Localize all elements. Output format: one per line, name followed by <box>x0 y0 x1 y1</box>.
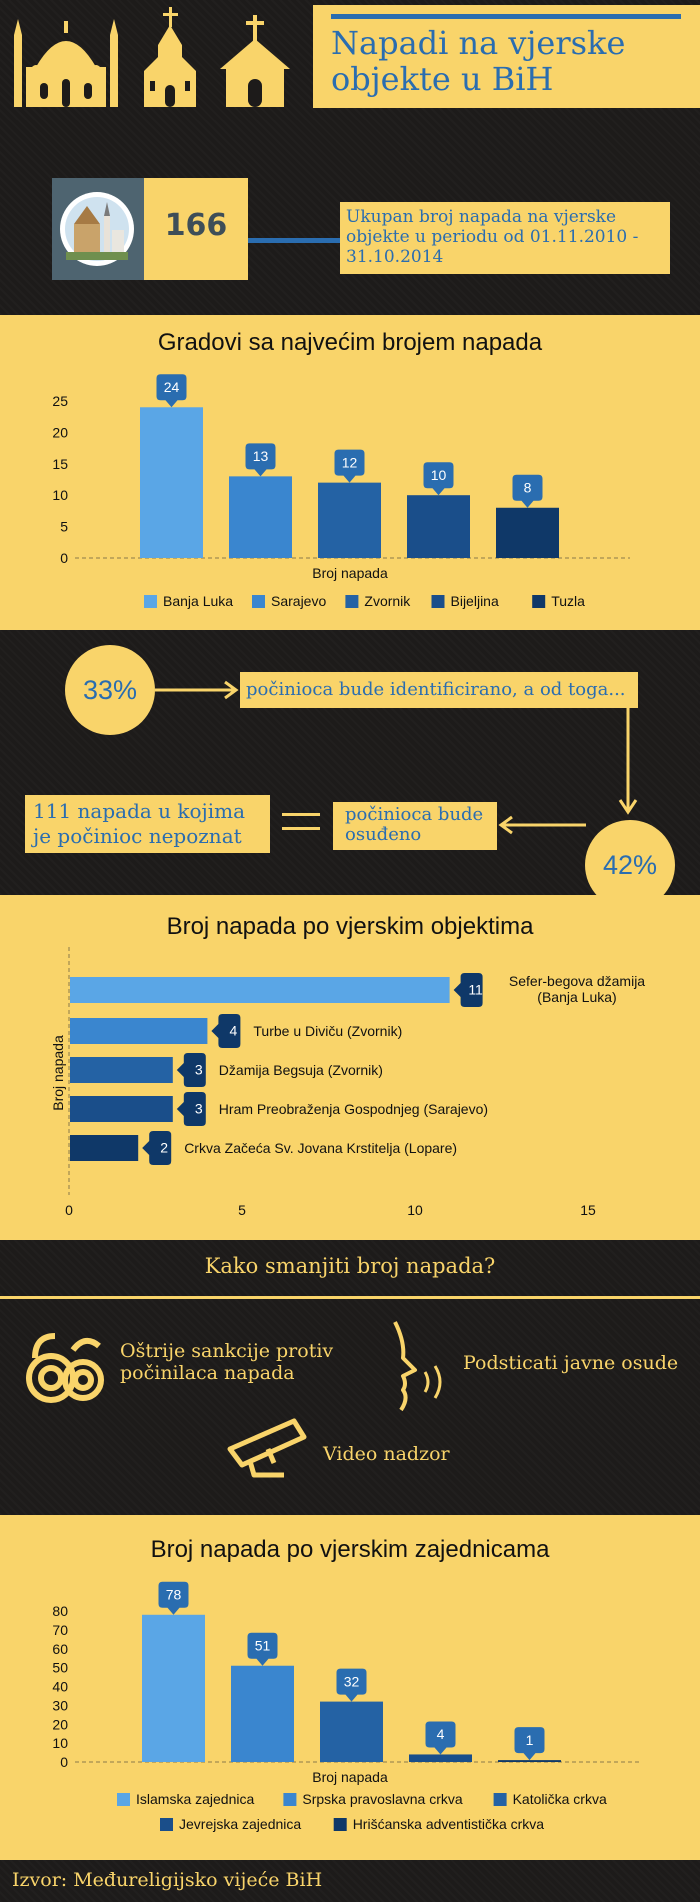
hbar-4 <box>70 1096 173 1122</box>
chart-objects <box>0 895 700 1240</box>
measures-section <box>0 1240 700 1515</box>
hbar-3 <box>70 1057 173 1083</box>
header-icons <box>10 5 310 115</box>
chart-objects-section <box>0 895 700 1240</box>
photo-box <box>52 178 144 280</box>
source-section <box>0 1860 700 1902</box>
bar-5-label: 1 <box>525 1731 534 1748</box>
y-tick-label: 50 <box>52 1659 68 1676</box>
page-title <box>331 25 625 97</box>
header-section <box>0 0 700 120</box>
chart-cities <box>0 315 700 630</box>
hbar-2-label: 4 <box>229 1022 238 1039</box>
total-section <box>0 120 700 315</box>
chart-communities-section <box>0 1515 700 1860</box>
x-tick-label: 5 <box>238 1202 246 1218</box>
bar-1 <box>140 407 203 558</box>
bar-2 <box>231 1666 294 1762</box>
hbar-3-label: 3 <box>194 1061 203 1078</box>
pct1-value: 33% <box>82 675 138 705</box>
category-label-3: Džamija Begsuja (Zvornik) <box>218 1062 383 1078</box>
legend-label-5: Tuzla <box>551 593 585 609</box>
hbar-2 <box>70 1018 207 1044</box>
measure-item2: Podsticati javne osude <box>463 1352 679 1374</box>
hbar-5 <box>70 1135 138 1161</box>
category-label-1-b: (Banja Luka) <box>537 989 617 1005</box>
chart2-title: Broj napada po vjerskim objektima <box>166 913 534 940</box>
x-tick-label: 10 <box>407 1202 423 1218</box>
measures-divider <box>0 1296 700 1299</box>
pct2-value: 42% <box>602 850 658 880</box>
y-tick-label: 10 <box>52 487 68 504</box>
total-text: Ukupan broj napada na vjerske objekte u periodu od 01.11.2010 - 31.10.2014 <box>346 207 639 267</box>
y-tick-label: 70 <box>52 1621 68 1638</box>
bar-5 <box>498 1760 561 1762</box>
category-label-1: Sefer-begova džamija <box>508 973 646 989</box>
arrow-right-icon <box>155 680 240 700</box>
chart1-title: Gradovi sa najvećim brojem napada <box>157 329 543 356</box>
chart-communities <box>0 1515 700 1860</box>
measure-item1: Oštrije sankcije protiv počinilaca napada <box>120 1340 334 1384</box>
x-axis-label: Broj napada <box>312 565 388 581</box>
category-label-4: Hram Preobraženja Gospodnjeg (Sarajevo) <box>218 1101 489 1117</box>
legend-swatch-5 <box>334 1818 347 1831</box>
x-tick-label: 0 <box>65 1202 73 1218</box>
y-tick-label: 20 <box>52 1716 68 1733</box>
flow-text1: počinioca bude identificirano, a od toga... <box>246 679 626 700</box>
speaking-face-icon <box>385 1318 465 1413</box>
bar-5 <box>496 508 559 558</box>
legend-swatch-2 <box>283 1793 296 1806</box>
legend-swatch-1 <box>117 1793 130 1806</box>
legend-swatch-3 <box>345 595 358 608</box>
y-tick-label: 80 <box>52 1603 68 1619</box>
title-rule <box>331 14 681 19</box>
arrow-down-icon <box>616 708 640 816</box>
bar-3 <box>318 483 381 558</box>
text2-box <box>333 802 497 850</box>
legend-swatch-2 <box>252 595 265 608</box>
legend-label-1: Islamska zajednica <box>136 1791 255 1807</box>
y-tick-label: 0 <box>60 550 68 566</box>
legend-label-4: Bijeljina <box>450 593 499 609</box>
y-tick-label: 25 <box>52 393 68 409</box>
bar-4-label: 4 <box>436 1726 445 1743</box>
legend-label-3: Zvornik <box>364 593 411 609</box>
camera-icon <box>220 1415 308 1485</box>
flow-unknown: 111 napada u kojima je počinioc nepoznat <box>33 799 246 848</box>
legend-label-2: Srpska pravoslavna crkva <box>302 1791 463 1807</box>
total-connector <box>248 238 340 243</box>
y-tick-label: 10 <box>52 1735 68 1752</box>
y-tick-label: 15 <box>52 455 68 472</box>
flow-text2: počinioca bude osuđeno <box>345 804 484 845</box>
y-tick-label: 30 <box>52 1697 68 1714</box>
y-tick-label: 5 <box>60 518 68 535</box>
measures-title: Kako smanjiti broj napada? <box>204 1254 496 1278</box>
hbar-4-label: 3 <box>194 1100 203 1117</box>
legend-swatch-1 <box>144 595 157 608</box>
total-number: 166 <box>164 208 228 243</box>
legend-swatch-4 <box>160 1818 173 1831</box>
legend-swatch-3 <box>494 1793 507 1806</box>
arrow-left-icon <box>496 815 586 835</box>
bar-4-label: 10 <box>430 466 447 483</box>
unknown-box <box>25 795 270 853</box>
bar-4 <box>409 1754 472 1762</box>
x-axis-label: Broj napada <box>312 1769 388 1785</box>
y-tick-label: 40 <box>52 1678 68 1695</box>
bar-3-label: 12 <box>341 454 358 471</box>
y-axis-label: Broj napada <box>50 1035 66 1111</box>
bar-2 <box>229 476 292 558</box>
bar-3-label: 32 <box>343 1673 360 1690</box>
bar-1 <box>142 1615 205 1762</box>
legend-swatch-5 <box>532 595 545 608</box>
x-tick-label: 15 <box>580 1202 596 1218</box>
bar-5-label: 8 <box>523 479 532 496</box>
total-text-box <box>340 202 670 274</box>
legend-label-1: Banja Luka <box>163 593 234 609</box>
title-line-2: objekte u BiH <box>331 60 554 98</box>
legend-label-4: Jevrejska zajednica <box>179 1816 302 1832</box>
legend-label-5: Hrišćanska adventistička crkva <box>352 1816 545 1832</box>
y-tick-label: 20 <box>52 424 68 441</box>
chart3-title: Broj napada po vjerskim zajednicama <box>150 1536 550 1563</box>
flow-section <box>0 630 700 895</box>
text1-box <box>240 672 638 708</box>
source-text: Izvor: Međureligijsko vijeće BiH <box>12 1869 323 1891</box>
bar-2-label: 13 <box>252 448 269 465</box>
hbar-1 <box>70 977 450 1003</box>
hbar-1-label: 11 <box>468 981 483 998</box>
bar-4 <box>407 495 470 558</box>
title-box <box>313 5 700 108</box>
title-line-1: Napadi na vjerske <box>331 24 626 62</box>
category-label-2: Turbe u Diviču (Zvornik) <box>253 1023 403 1039</box>
equals-sign <box>282 813 320 830</box>
handcuffs-icon <box>25 1328 105 1413</box>
legend-label-3: Katolička crkva <box>512 1791 607 1807</box>
photo-icon <box>58 190 136 268</box>
bar-2-label: 51 <box>254 1637 271 1654</box>
bar-1-label: 24 <box>163 378 180 395</box>
bar-3 <box>320 1702 383 1762</box>
chart-cities-section <box>0 315 700 630</box>
y-tick-label: 60 <box>52 1640 68 1657</box>
legend-label-2: Sarajevo <box>271 593 327 609</box>
hbar-5-label: 2 <box>160 1139 169 1156</box>
bar-1-label: 78 <box>165 1586 182 1603</box>
legend-swatch-4 <box>432 595 445 608</box>
y-tick-label: 0 <box>60 1754 68 1770</box>
category-label-5: Crkva Začeća Sv. Jovana Krstitelja (Lopare) <box>184 1140 458 1156</box>
measure-item3: Video nadzor <box>323 1443 450 1465</box>
